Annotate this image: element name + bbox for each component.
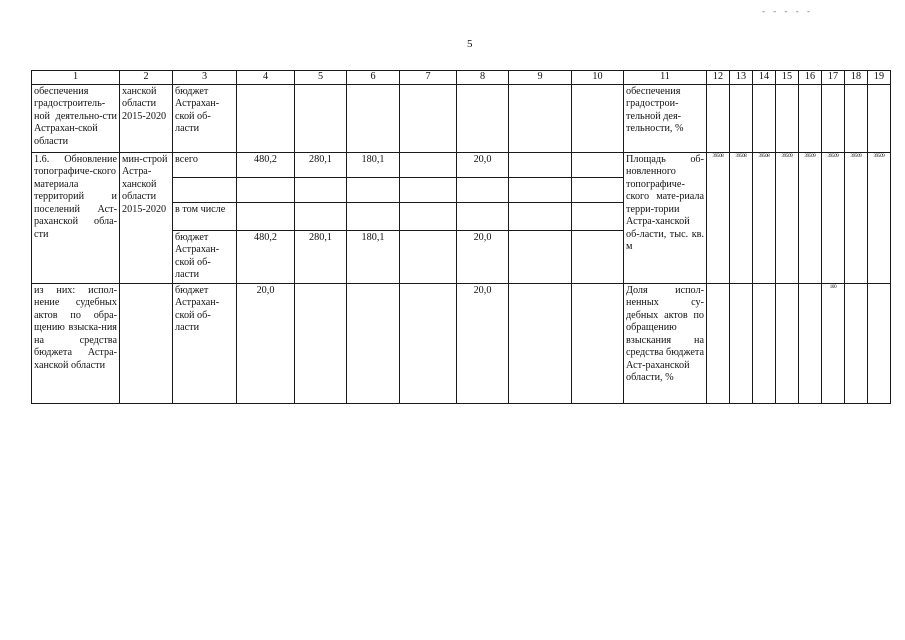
header-cell: 16	[799, 71, 822, 85]
indicator-value: 39509	[822, 152, 845, 283]
value-cell	[509, 283, 572, 403]
header-cell: 13	[730, 71, 753, 85]
header-cell: 5	[295, 71, 347, 85]
value-cell: 20,0	[237, 283, 295, 403]
header-cell: 10	[572, 71, 624, 85]
funding-source: бюджет Астрахан-ской об-ласти	[173, 230, 237, 283]
indicator-value: 100	[822, 283, 845, 403]
table-row	[32, 152, 891, 177]
value-cell	[400, 230, 457, 283]
header-cell: 3	[173, 71, 237, 85]
header-cell: 11	[624, 71, 707, 85]
value-cell: 180,1	[347, 152, 400, 177]
indicator-name: обеспечения градострои-тельной дея-тельности, %	[624, 84, 707, 152]
value-cell	[572, 283, 624, 403]
value-cell	[295, 283, 347, 403]
header-cell: 4	[237, 71, 295, 85]
scan-mark: - - - - -	[762, 6, 813, 16]
activity-name: обеспечения градостроитель-ной деятельно-сти Астрахан-ской области	[32, 84, 120, 152]
value-cell	[347, 283, 400, 403]
value-cell: 20,0	[457, 230, 509, 283]
indicator-value: 39508	[707, 152, 730, 283]
table-row	[32, 283, 891, 403]
header-cell: 1	[32, 71, 120, 85]
header-cell: 19	[868, 71, 891, 85]
header-cell: 8	[457, 71, 509, 85]
header-cell: 14	[753, 71, 776, 85]
funding-source: бюджет Астрахан-ской об-ласти	[173, 283, 237, 403]
indicator-value: 39509	[845, 152, 868, 283]
executor-period: ханской области 2015-2020	[120, 84, 173, 152]
executor-period: мин-строй Астра-ханской области 2015-2020	[120, 152, 173, 283]
indicator-value: 39509	[799, 152, 822, 283]
value-cell	[572, 230, 624, 283]
value-cell: 20,0	[457, 283, 509, 403]
indicator-name: Площадь об-новленного топографиче-ского мате-риала терри-тории Астра-ханской об-ласти, тыс. кв. м	[624, 152, 707, 283]
indicator-name: Доля испол-ненных су-дебных актов по обращению взыскания на средства бюджета Аст-раханской области, %	[624, 283, 707, 403]
value-cell	[400, 152, 457, 177]
funding-source: бюджет Астрахан-ской об-ласти	[173, 84, 237, 152]
table-row	[32, 84, 891, 152]
value-cell	[509, 230, 572, 283]
indicator-value: 39508	[730, 152, 753, 283]
total-label: всего	[173, 152, 237, 177]
value-cell: 180,1	[347, 230, 400, 283]
value-cell: 20,0	[457, 152, 509, 177]
value-cell: 280,1	[295, 152, 347, 177]
header-cell: 17	[822, 71, 845, 85]
value-cell: 480,2	[237, 230, 295, 283]
value-cell	[400, 283, 457, 403]
indicator-value: 39508	[753, 152, 776, 283]
page-number: 5	[467, 38, 473, 50]
indicator-value: 39509	[868, 152, 891, 283]
value-cell: 480,2	[237, 152, 295, 177]
activity-name: из них: испол-нение судебных актов по обра-щению взыска-ния на средства бюджета Астра-ханской области	[32, 283, 120, 403]
header-row	[32, 71, 891, 85]
value-cell: 280,1	[295, 230, 347, 283]
header-cell: 9	[509, 71, 572, 85]
including-label: в том числе	[173, 202, 237, 230]
header-cell: 18	[845, 71, 868, 85]
header-cell: 7	[400, 71, 457, 85]
value-cell	[509, 152, 572, 177]
indicator-value: 39509	[776, 152, 799, 283]
header-cell: 2	[120, 71, 173, 85]
value-cell	[572, 152, 624, 177]
program-table	[31, 70, 891, 404]
header-cell: 6	[347, 71, 400, 85]
activity-name: 1.6. Обновление топографиче-ского материала территорий и поселений Аст-раханской обла-сти	[32, 152, 120, 283]
header-cell: 15	[776, 71, 799, 85]
header-cell: 12	[707, 71, 730, 85]
